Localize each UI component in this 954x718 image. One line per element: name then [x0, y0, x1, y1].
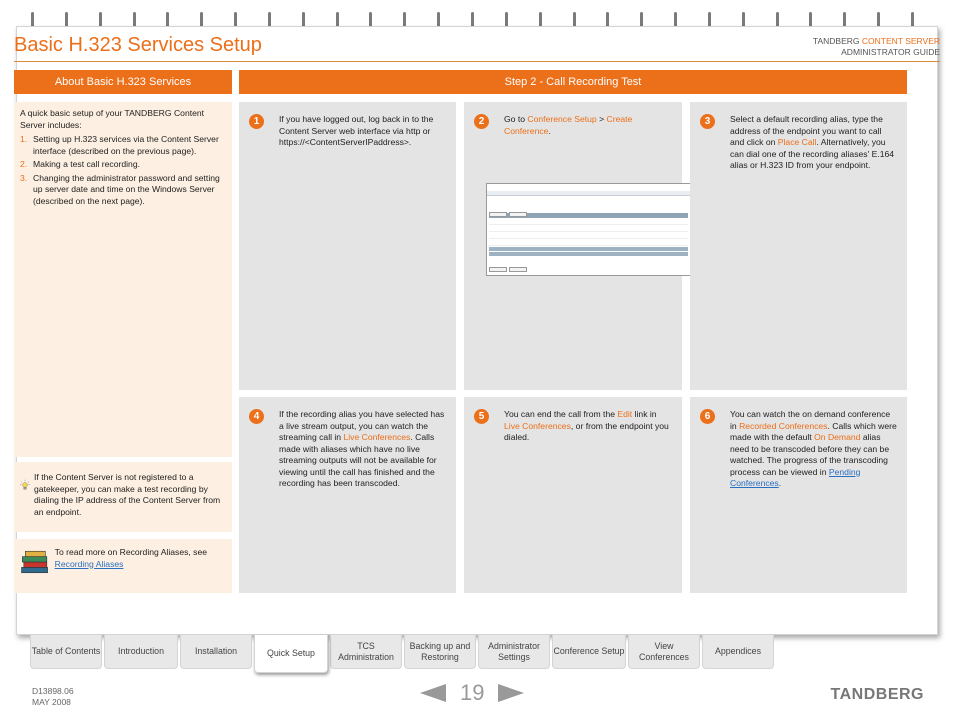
create-conference-link[interactable]: Create Conference	[504, 114, 633, 136]
mini-buttons	[487, 257, 690, 267]
step-number: 3	[700, 114, 722, 130]
about-header: About Basic H.323 Services	[14, 70, 232, 94]
list-item-text: Changing the administrator password and setting up server date and time on the Windows Server (described on the next page).	[33, 172, 220, 206]
brand-logo: TANDBERG	[830, 686, 924, 703]
step-number: 1	[249, 114, 271, 130]
guide-product: CONTENT SERVER	[861, 36, 940, 46]
tab-view-conferences[interactable]: View Conferences	[628, 635, 700, 669]
create-conference-screenshot	[486, 183, 691, 276]
step-3-panel	[690, 102, 907, 390]
on-demand-link[interactable]: On Demand	[814, 432, 861, 442]
doc-date: MAY 2008	[32, 697, 71, 707]
tab-conference-setup[interactable]: Conference Setup	[552, 635, 626, 669]
pending-conferences-link[interactable]: Pending Conferences	[730, 466, 861, 488]
mini-buttons	[487, 202, 690, 212]
list-item-number: 2.	[20, 159, 28, 169]
list-item	[20, 173, 226, 208]
tab-appendices[interactable]: Appendices	[702, 635, 774, 669]
read-more-label: To read more on Recording Aliases, see	[54, 547, 208, 557]
edit-link[interactable]: Edit	[617, 409, 633, 419]
step-number: 6	[700, 409, 722, 425]
mini-section-bar	[489, 247, 688, 251]
mini-row	[489, 226, 688, 232]
read-more-panel	[14, 539, 232, 593]
tab-administrator-settings[interactable]: Administrator Settings	[478, 635, 550, 669]
lightbulb-icon	[20, 468, 30, 502]
step-1-panel	[239, 102, 456, 390]
tab-installation[interactable]: Installation	[180, 635, 252, 669]
guide-sub: ADMINISTRATOR GUIDE	[841, 47, 940, 57]
guide-brand: TANDBERG	[812, 36, 860, 46]
step-5-panel	[464, 397, 682, 593]
mini-section-bar	[489, 252, 688, 256]
mini-row	[489, 219, 688, 225]
step-number: 4	[249, 409, 271, 425]
prev-page-arrow-icon[interactable]	[420, 684, 446, 702]
tab-tcs-administration[interactable]: TCS Administration	[330, 635, 402, 669]
live-conferences-link[interactable]: Live Conferences	[343, 432, 411, 442]
step-number: 2	[474, 114, 496, 130]
guide-label	[813, 36, 940, 58]
about-intro: A quick basic setup of your TANDBERG Content Server includes:	[20, 108, 205, 130]
page-title: Basic H.323 Services Setup	[14, 34, 262, 56]
list-item-number: 3.	[20, 172, 28, 183]
page-number: 19	[460, 680, 485, 705]
mini-logo-bar	[487, 184, 690, 191]
list-item	[20, 159, 226, 171]
books-icon	[20, 545, 51, 579]
tip-panel	[14, 462, 232, 532]
list-item-number: 1.	[20, 134, 28, 144]
step-text: Select a default recording alias, type the address of the endpoint you want to call and click on Place Call. Alternatively, you can dial one of the recording aliases' E.164 alias or H.323 ID from your endpoint.	[730, 114, 895, 170]
step-header: Step 2 - Call Recording Test	[239, 70, 907, 94]
list-item-text: Setting up H.323 services via the Content Server interface (described on the previous page).	[33, 134, 219, 156]
step-number: 5	[474, 409, 496, 425]
doc-number: D13898.06	[32, 686, 74, 696]
tab-introduction[interactable]: Introduction	[104, 635, 178, 669]
tab-quick-setup[interactable]: Quick Setup	[254, 635, 328, 673]
page-navigator	[420, 680, 524, 706]
place-call-link[interactable]: Place Call	[777, 137, 817, 147]
step-text: Go to Conference Setup > Create Conference.	[504, 114, 633, 136]
tab-backing-up[interactable]: Backing up and Restoring	[404, 635, 476, 669]
about-list	[20, 134, 226, 207]
title-divider	[14, 61, 940, 62]
next-page-arrow-icon[interactable]	[498, 684, 524, 702]
step-text: You can end the call from the Edit link in Live Conferences, or from the endpoint you dialed.	[504, 409, 669, 442]
list-item	[20, 134, 226, 157]
mini-row	[489, 240, 688, 246]
mini-row	[489, 233, 688, 239]
step-text: If you have logged out, log back in to the Content Server web interface via http or https://<ContentServerIPaddress>.	[279, 114, 434, 147]
step-4-panel	[239, 397, 456, 593]
document-id	[32, 686, 74, 708]
recording-aliases-link[interactable]: Recording Aliases	[54, 558, 124, 569]
read-more-text	[55, 547, 226, 587]
step-text: If the recording alias you have selected has a live stream output, you can watch the streaming call in Live Conferences. Calls made with aliases which have no live streaming outputs will not be available for viewing until the call has finished and the recording has been transcoded.	[279, 409, 445, 488]
tip-text: If the Content Server is not registered to a gatekeeper, you can make a test recording by dialing the IP address of the Content Server from an endpoint.	[34, 472, 221, 517]
conference-setup-link[interactable]: Conference Setup	[527, 114, 597, 124]
recorded-conferences-link[interactable]: Recorded Conferences	[739, 420, 828, 431]
tab-table-of-contents[interactable]: Table of Contents	[30, 635, 102, 669]
list-item-text: Making a test call recording.	[33, 159, 140, 169]
about-panel	[14, 102, 232, 457]
step-6-panel	[690, 397, 907, 593]
step-text: You can watch the on demand conference in Recorded Conferences. Calls which were made with the default On Demand alias need to be transcoded before they can be watched. The progress of the transcoding process can be viewed in Pending Conferences.	[730, 409, 897, 488]
live-conferences-link[interactable]: Live Conferences	[504, 420, 571, 431]
